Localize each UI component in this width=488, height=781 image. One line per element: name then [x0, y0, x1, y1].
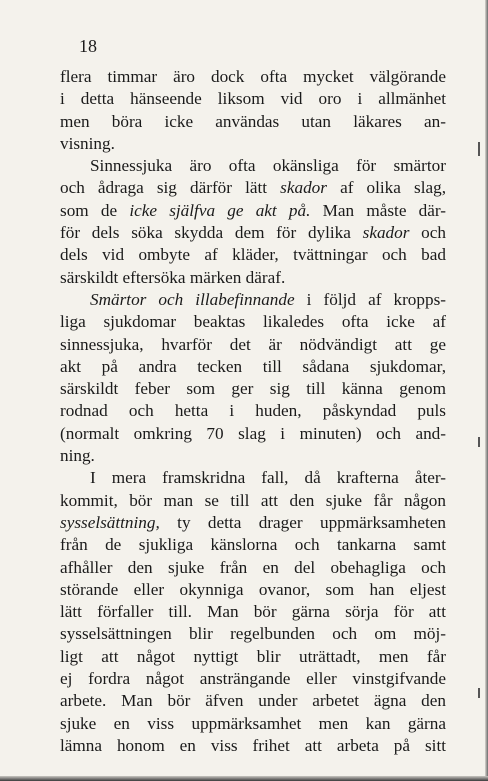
text-line: som de icke själfva ge akt på. Man måste där- [60, 200, 446, 220]
text-line: dels vid ombyte af kläder, tvättningar och bad [60, 245, 446, 265]
page-bottom-edge [0, 776, 488, 781]
italic-phrase: Smärtor och illabefinnande [90, 289, 295, 309]
margin-mark [478, 142, 480, 156]
text-line: liga sjukdomar beaktas likaledes ofta icke af [60, 312, 446, 332]
text-line: men böra icke användas utan läkares an- [60, 111, 446, 131]
text-line: sysselsättning, ty detta drager uppmärksamheten [60, 512, 446, 532]
text-line: flera timmar äro dock ofta mycket välgörande [60, 67, 446, 86]
italic-phrase: sysselsättning, [60, 512, 160, 532]
text-line: lämna honom en viss frihet att arbeta på sitt [60, 735, 446, 755]
text-line: Smärtor och illabefinnande i följd af kropps- [90, 289, 446, 309]
text-line: sjuke en viss uppmärksamhet men kan gärna [60, 713, 446, 733]
body-text [60, 66, 446, 757]
text-line: ligt att något nyttigt blir uträttadt, men får [60, 646, 446, 666]
page-number: 18 [79, 36, 97, 56]
text-line: för dels söka skydda dem för dylika skador och [60, 223, 446, 243]
text-line: kommit, bör man se till att den sjuke får någon [60, 490, 446, 510]
text-line: sysselsättningen blir regelbunden och om möj- [60, 624, 446, 644]
text-line: arbete. Man bör äfven under arbetet ägna den [60, 691, 446, 711]
text-line: akt på andra tecken till sådana sjukdomar, [60, 356, 446, 376]
margin-mark [478, 688, 480, 698]
text-line: lätt förfaller till. Man bör gärna sörja för att [60, 602, 446, 622]
text-line: rodnad och hetta i huden, påskyndad puls [60, 401, 446, 421]
text-line: särskildt eftersöka märken däraf. [60, 267, 286, 287]
margin-mark [478, 437, 480, 447]
text-line: störande eller okynniga ovanor, som han eljest [60, 579, 446, 599]
italic-phrase: skador [280, 178, 327, 198]
text-line: Sinnessjuka äro ofta okänsliga för smärtor [90, 156, 446, 176]
text-line: afhåller den sjuke från en del obehagliga och [60, 557, 446, 577]
text-line: sinnessjuka, hvarför det är nödvändigt att ge [60, 334, 446, 354]
text-line: I mera framskridna fall, då krafterna åter- [90, 468, 446, 488]
text-line: ej fordra något ansträngande eller vinstgifvande [60, 669, 446, 689]
text-line: i detta hänseende liksom vid oro i allmänhet [60, 89, 446, 109]
text-line: visning. [60, 133, 115, 153]
text-line: ning. [60, 446, 95, 466]
italic-phrase: skador [362, 223, 410, 243]
text-line: särskildt feber som ger sig till känna genom [60, 379, 446, 399]
text-line: och ådraga sig därför lätt skador af olika slag, [60, 178, 446, 198]
text-line: från de sjukliga känslorna och tankarna samt [60, 535, 446, 555]
italic-phrase: icke själfva ge akt på. [129, 200, 311, 220]
text-line: (normalt omkring 70 slag i minuten) och and- [60, 423, 446, 443]
